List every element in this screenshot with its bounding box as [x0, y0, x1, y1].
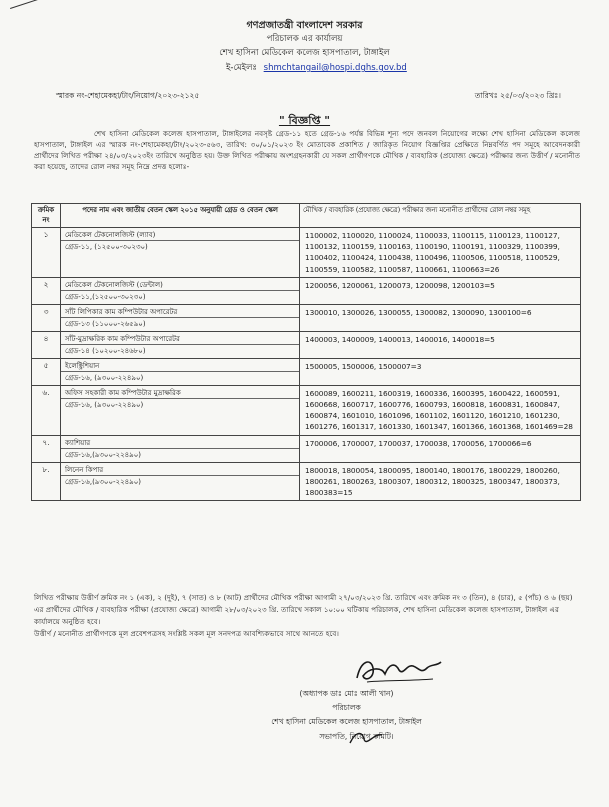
row-post-grade: গ্রেড-১৬, (৯৩০০-২২৪৯০): [65, 400, 144, 409]
signatory-committee: সভাপতি, নিয়োগ কমিটি।: [319, 732, 394, 741]
intro-text: শেখ হাসিনা মেডিকেল কলেজ হাসপাতাল, টাঙ্গাইলের নবসৃষ্ট গ্রেড-১১ হতে গ্রেড-১৬ পর্যন্ত বিভিন্ন শূন্য পদে জনবল নিয়োগের লক্ষ্যে শেখ হাসিনা মেডিকেল কলেজ হাসপাতাল, টাঙ্গাইল এর স্মারক নং-শেহামেকহা/টাং/২০২৩-৫৬৩, তারিখ: ৩০/০১/২০২৩ ইং মোতাবেক প্রকাশিত / জারিকৃত নিয়োগ বিজ্ঞপ্তির প্রেক্ষিতে নিম্নবর্ণিত পদ সমূহে আবেদনকারী প্রার্থীদের লিখিত পরীক্ষা ২৪/০৩/২০২৩ইং তারিখে অনুষ্ঠিত হয়। উক্ত লিখিত পরীক্ষায় অংশগ্রহনকারী যে সকল প্রার্থীগণকে মৌখিক / ব্যবহারিক (প্রযোজ্য ক্ষেত্রে) পরীক্ষার জন্য উত্তীর্ণ / মনোনীত করা হয়েছে, তাদের রোল নম্বর সমূহ নিম্নে প্রদত্ত হলোঃ-: [34, 129, 580, 171]
row-post-cell: [61, 228, 300, 278]
table-row: [32, 228, 581, 278]
row-post-name: ক্যাশিয়ার: [61, 436, 299, 449]
memo-date: তারিখঃ ২৫/০৩/২০২৩ খ্রিঃ।: [474, 91, 561, 100]
row-serial: ৬.: [32, 385, 61, 435]
signatory-name: (অধ্যাপক ডাঃ মোঃ আলী খান): [299, 689, 394, 698]
header-post: পদের নাম এবং জাতীয় বেতন স্কেল ২০১৫ অনুযায়ী গ্রেড ও বেতন স্কেল: [61, 204, 300, 228]
row-roll-numbers: 1500005, 1500006, 1500007=3: [300, 358, 581, 385]
row-post-grade: গ্রেড-১৬,(৯৩০০-২২৪৯০): [65, 450, 142, 459]
row-post-name: ইলেক্ট্রিশিয়ান: [61, 359, 299, 372]
row-post-grade: গ্রেড-১৩ (১১০০০-২৬৫৯০): [65, 319, 146, 328]
row-post-name: অফিস সহকারী কাম কম্পিউটার মুদ্রাক্ষরিক: [61, 386, 299, 399]
signatory-office: শেখ হাসিনা মেডিকেল কলেজ হাসপাতাল, টাঙ্গাইল: [271, 717, 422, 726]
header-serial: ক্রমিক নং: [32, 204, 61, 228]
row-roll-numbers: 1600089, 1600211, 1600319, 1600336, 1600395, 1600422, 1600591, 1600668, 1600717, 1600776, 1600793, 1600818, 1600831, 1600847, 1600874, 1601010, 1601096, 1601102, 1601120, 1601210, 1601230, 1601276, 1601317, 1601330, 1601347, 1601366, 1601368, 1601469=28: [300, 385, 581, 435]
row-post-grade: গ্রেড-১৪ (১০২০০-২৪৬৮০): [65, 346, 146, 355]
footer-text: [34, 592, 582, 640]
row-post-grade: গ্রেড-১৬, (৯৩০০-২২৪৯০): [65, 373, 144, 382]
table-row: [32, 358, 581, 385]
row-serial: ৮.: [32, 462, 61, 501]
email-label: ই-মেইলঃ: [226, 63, 257, 73]
pen-mark: [10, 0, 48, 20]
row-post-cell: [61, 385, 300, 435]
intro-paragraph: [34, 128, 580, 172]
row-post-name: সাঁট-মুদ্রাক্ষরিক কাম কম্পিউটার অপারেটর: [61, 332, 299, 345]
row-roll-numbers: 1800018, 1800054, 1800095, 1800140, 1800176, 1800229, 1800260, 1800261, 1800263, 1800307, 1800312, 1800325, 1800347, 1800373, 1800383=15: [300, 462, 581, 501]
row-post-cell: [61, 304, 300, 331]
row-serial: ৪: [32, 331, 61, 358]
table-row: [32, 435, 581, 462]
row-post-name: মেডিকেল টেকনোলজিস্ট (ডেন্টাল): [61, 278, 299, 291]
row-roll-numbers: 1100002, 1100020, 1100024, 1100033, 1100115, 1100123, 1100127, 1100132, 1100159, 1100163, 1100190, 1100191, 1100329, 1100399, 1100402, 1100424, 1100438, 1100496, 1100506, 1100518, 1100529, 1100559, 1100582, 1100587, 1100661, 1100663=26: [300, 228, 581, 278]
footer-schedule: লিখিত পরীক্ষায় উত্তীর্ণ ক্রমিক নং ১ (এক), ২ (দুই), ৭ (সাত) ও ৮ (আট) প্রার্থীদের মৌখিক পরীক্ষা আগামী ২৭/০৩/২০২৩ খ্রি. তারিখে এবং ক্রমিক নং ৩ (তিন), ৪ (চার), ৫ (পাঁচ) ও ৬ (ছয়) এর প্রার্থীদের মৌখিক / ব্যবহারিক পরীক্ষা (প্রযোজ্য ক্ষেত্রে) আগামী ২৮/০৩/২০২৩ খ্রি. তারিখে সকাল ১০:০০ ঘটিকায় পরিচালক, শেখ হাসিনা মেডিকেল কলেজ হাসপাতাল, টাঙ্গাইল এর কার্যালয়ে অনুষ্ঠিত হবে।: [34, 593, 573, 626]
signatory-title: পরিচালক: [332, 703, 361, 712]
row-roll-numbers: 1300010, 1300026, 1300055, 1300082, 1300090, 1300100=6: [300, 304, 581, 331]
government-title: গণপ্রজাতন্ত্রী বাংলাদেশ সরকার: [246, 20, 363, 31]
row-post-name: লিনেন কিপার: [61, 463, 299, 476]
row-roll-numbers: 1400003, 1400009, 1400013, 1400016, 1400018=5: [300, 331, 581, 358]
table-row: [32, 277, 581, 304]
email-line: [226, 61, 407, 75]
row-post-cell: [61, 462, 300, 501]
row-post-cell: [61, 277, 300, 304]
row-post-cell: [61, 358, 300, 385]
row-post-grade: গ্রেড-১১,(১২৫০০-৩০২৩০): [65, 292, 146, 301]
results-table: [31, 203, 581, 501]
signature-image: [349, 654, 449, 688]
institution-name: শেখ হাসিনা মেডিকেল কলেজ হাসপাতাল, টাঙ্গাইল: [219, 48, 390, 58]
row-post-name: মেডিকেল টেকনোলজিস্ট (ল্যাব): [61, 228, 299, 241]
table-row: [32, 462, 581, 501]
table-row: [32, 385, 581, 435]
row-serial: ৭.: [32, 435, 61, 462]
row-post-grade: গ্রেড-১১, (১২৫০০-৩০২৩০): [65, 243, 148, 251]
notice-title: " বিজ্ঞপ্তি ": [278, 114, 331, 127]
table-row: [32, 304, 581, 331]
row-post-name: সাঁট লিপিকার কাম কম্পিউটার অপারেটর: [61, 305, 299, 318]
header-rolls: মৌখিক / ব্যবহারিক (প্রযোজ্য ক্ষেত্রে) পরীক্ষার জন্য মনোনীত প্রার্থীদের রোল নম্বর সমূহ: [300, 204, 581, 228]
table-header-row: [32, 204, 581, 228]
table-row: [32, 331, 581, 358]
row-roll-numbers: 1700006, 1700007, 1700037, 1700038, 1700056, 1700066=6: [300, 435, 581, 462]
row-post-grade: গ্রেড-১৬,(৯৩০০-২২৪৯০): [65, 477, 142, 486]
row-post-cell: [61, 435, 300, 462]
row-serial: ৩: [32, 304, 61, 331]
row-serial: ২: [32, 277, 61, 304]
row-serial: ১: [32, 228, 61, 278]
memo-number: স্মারক নং-শেহামেকহা/টাং/নিয়োগ/২০২৩-২১২৫: [56, 91, 200, 100]
email-link[interactable]: shmchtangail@hospi.dghs.gov.bd: [263, 63, 407, 73]
row-roll-numbers: 1200056, 1200061, 1200073, 1200098, 1200103=5: [300, 277, 581, 304]
row-serial: ৫: [32, 358, 61, 385]
office-name: পরিচালক এর কার্যালয়: [266, 34, 343, 44]
row-post-cell: [61, 331, 300, 358]
footer-instruction: উত্তীর্ণ / মনোনীত প্রার্থীগণকে মূল প্রবেশপত্রসহ সংশ্লিষ্ট সকল মূল সনদপত্র আবশ্যিকভাবে সাথে আনতে হবে।: [34, 629, 339, 638]
